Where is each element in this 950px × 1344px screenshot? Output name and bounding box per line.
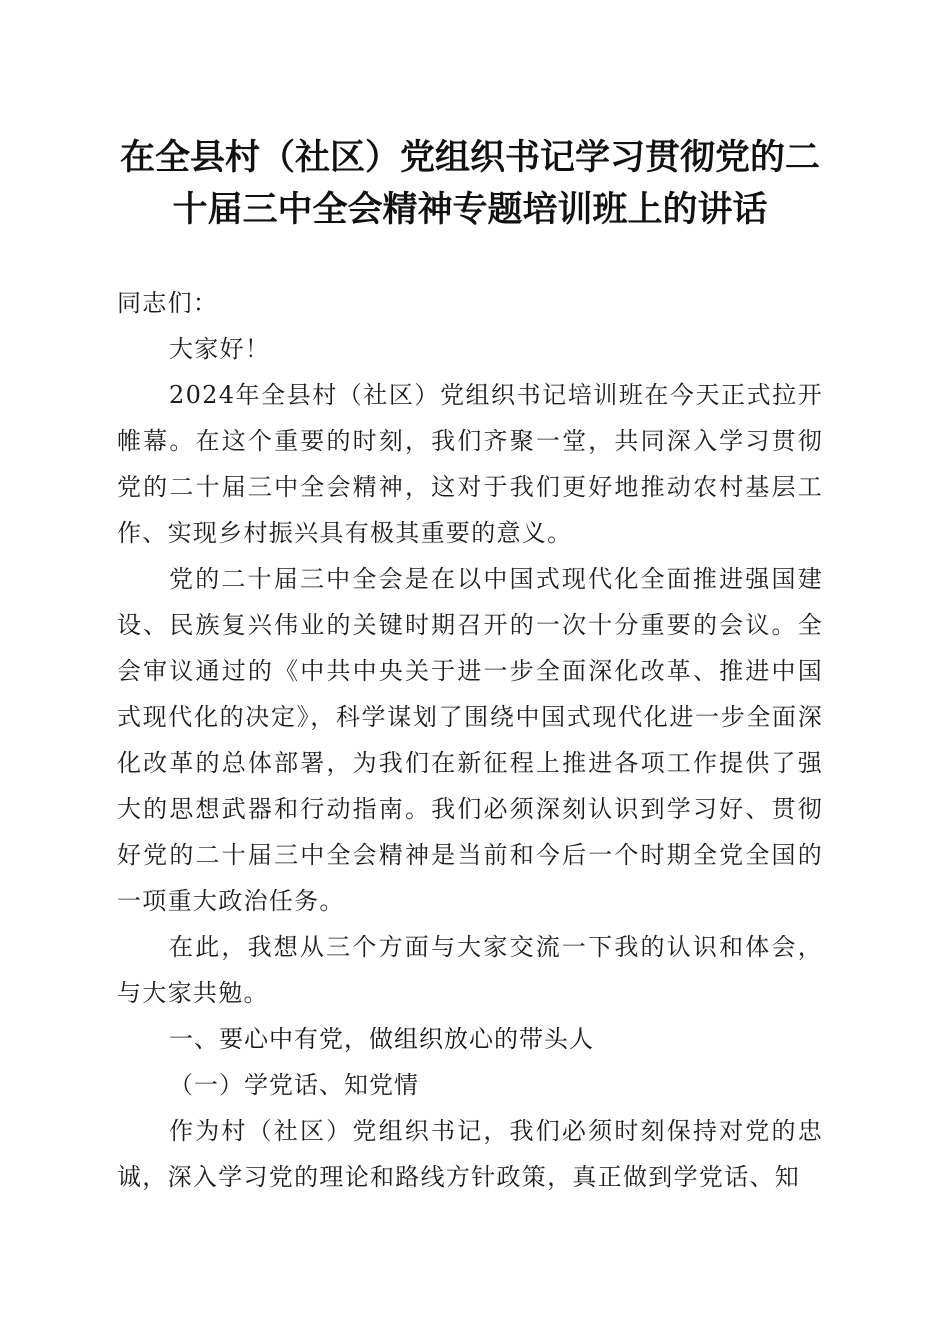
greeting: 大家好！ [169,335,271,363]
subsection-heading-1: （一）学党话、知党情 [169,1071,419,1099]
paragraph-loyalty: 作为村（社区）党组织书记，我们必须时刻保持对党的忠诚，深入学习党的理论和路线方针政策，真正做到学党话、知 [117,1117,823,1191]
paragraph-plenum-significance: 党的二十届三中全会是在以中国式现代化全面推进强国建设、民族复兴伟业的关键时期召开的一次十分重要的会议。全会审议通过的《中共中央关于进一步全面深化改革、推进中国式现代化的决定》，科学谋划了围绕中国式现代化进一步全面深化改革的总体部署，为我们在新征程上推进各项工作提供了强大的思想武器和行动指南。我们必须深刻认识到学习好、贯彻好党的二十届三中全会精神是当前和今后一个时期全党全国的一项重大政治任务。 [117,565,823,915]
salutation: 同志们： [117,289,219,317]
paragraph-opening: 2024年全县村（社区）党组织书记培训班在今天正式拉开帷幕。在这个重要的时刻，我们齐聚一堂，共同深入学习贯彻党的二十届三中全会精神，这对于我们更好地推动农村基层工作、实现乡村振兴具有极其重要的意义。 [117,381,823,547]
document-title: 在全县村（社区）党组织书记学习贯彻党的二十届三中全会精神专题培训班上的讲话 [119,137,820,230]
document-page [117,132,823,1200]
paragraph-three-aspects: 在此，我想从三个方面与大家交流一下我的认识和体会，与大家共勉。 [117,933,823,1007]
section-heading-1: 一、要心中有党，做组织放心的带头人 [169,1025,594,1053]
